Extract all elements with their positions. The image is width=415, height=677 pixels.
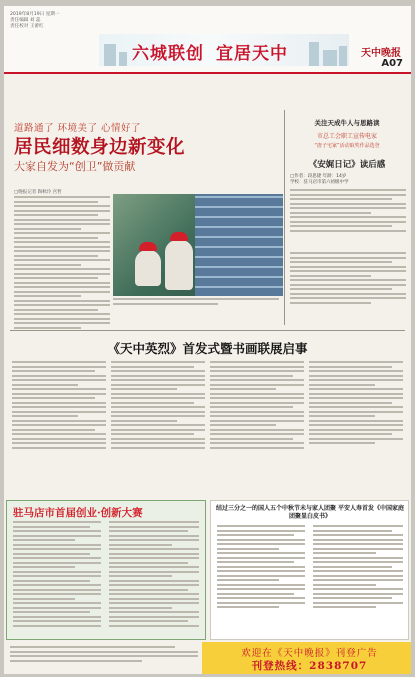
issue-date: 2019年8月19日 星期一 xyxy=(10,12,60,17)
lead-photo xyxy=(113,194,283,296)
newspaper-page xyxy=(4,6,411,674)
lead-subhead: 大家自发为“创卫”做贡献 xyxy=(14,160,136,173)
side-head-2: 市总工会职工宣传电家 xyxy=(316,133,377,140)
newspaper-logo: 天中晚报 xyxy=(361,48,401,59)
side-head-3: “唐子宅家”活动取奖作品选登 xyxy=(314,143,380,149)
side-school: 学校：驻马店市第六初级中学 xyxy=(290,180,349,185)
ad-hotline-number: 刊登热线：2838707 xyxy=(251,660,368,672)
page-number: A07 xyxy=(381,58,403,69)
announcement-title: 《天中英烈》首发式暨书画联展启事 xyxy=(107,341,308,356)
contest-ad-title: 驻马店市首届创业·创新大赛 xyxy=(13,507,143,519)
lead-byline: □晚报记者 陶秋玲 宫哲 xyxy=(14,190,62,195)
lead-headline: 居民细数身边新变化 xyxy=(14,137,186,158)
side-author: □作者：段思捷 年龄：14岁 xyxy=(290,174,347,179)
column-divider xyxy=(284,110,285,325)
proofreader-line: 责任校对 王蕾红 xyxy=(10,24,44,29)
insurance-ad-title: 结过三分之一的国人五个中秋节未与家人团聚 平安人寿首发《中国家庭团聚显白皮书》 xyxy=(215,505,405,520)
side-article-text xyxy=(290,174,406,234)
ad-invite-text: 欢迎在《天中晚报》刊登广告 xyxy=(241,648,378,659)
contest-ad xyxy=(6,500,206,640)
side-head-1: 关注天成牛人与思路读 xyxy=(314,119,380,127)
section-rule xyxy=(10,330,405,331)
photo-caption xyxy=(113,298,288,307)
side-article-title: 《安娓日记》读后感 xyxy=(308,160,386,170)
banner-title xyxy=(132,39,288,64)
contact-info xyxy=(10,646,198,664)
side-article-more xyxy=(290,252,406,306)
lead-slogan: 道路通了 环境美了 心情好了 xyxy=(14,123,142,134)
page-header xyxy=(4,6,411,72)
banner-title-left: 六城联创 xyxy=(132,44,204,64)
side-column-header xyxy=(286,118,408,149)
section-banner xyxy=(99,34,349,66)
insurance-ad xyxy=(210,500,409,640)
issue-meta xyxy=(10,12,59,30)
lead-body-text xyxy=(14,196,110,331)
ad-hotline-banner xyxy=(202,642,411,674)
banner-title-right: 宜居天中 xyxy=(216,44,288,64)
header-rule xyxy=(4,72,411,74)
editor-line: 责任编辑 刘 蕊 xyxy=(10,18,41,23)
